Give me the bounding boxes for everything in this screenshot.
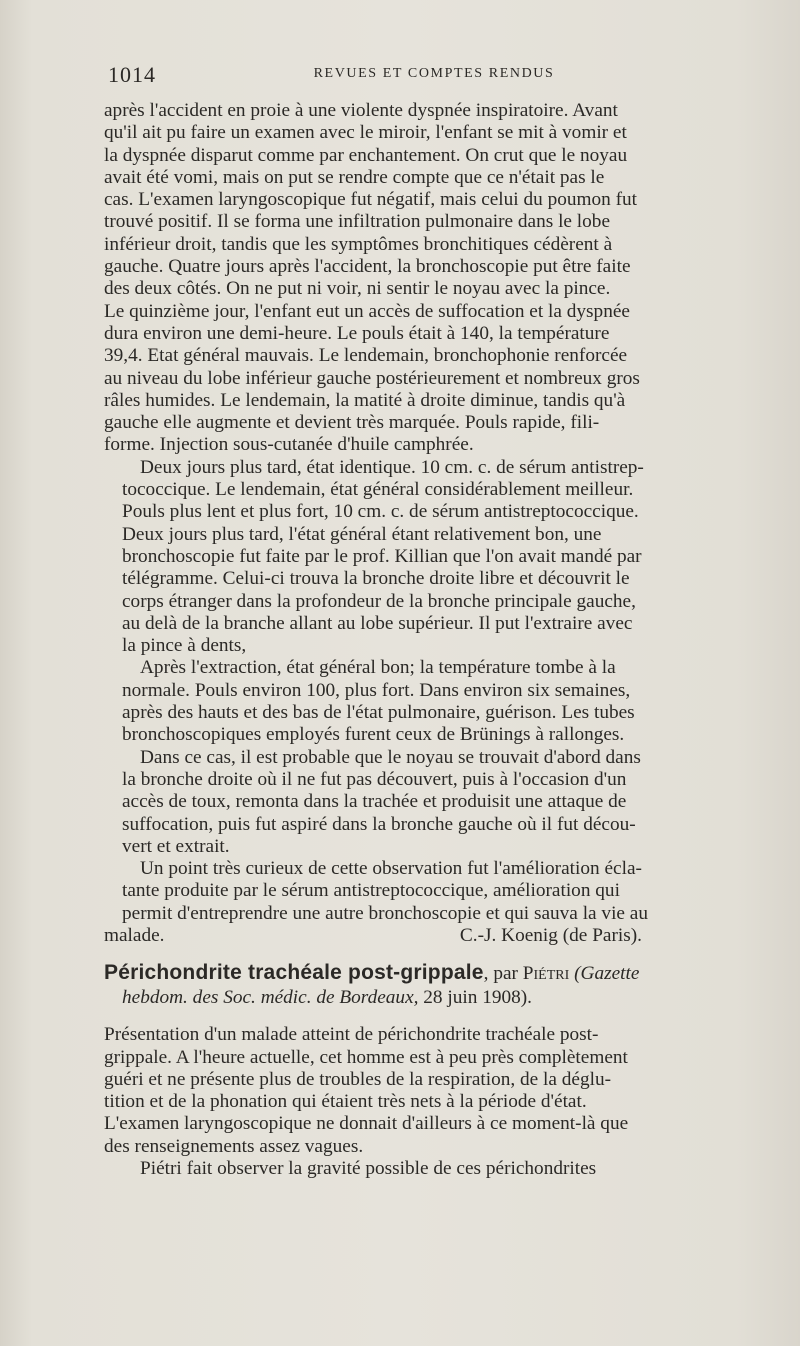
- text-line: tante produite par le sérum antistreptococcique, amélioration qui: [122, 880, 620, 902]
- running-head: REVUES ET COMPTES RENDUS: [313, 66, 555, 81]
- text-line: corps étranger dans la profondeur de la bronche principale gauche,: [122, 590, 636, 612]
- text-line: gauche. Quatre jours après l'accident, la bronchoscopie put être faite: [104, 256, 631, 278]
- text-line: râles humides. Le lendemain, la matité à droite diminue, tandis qu'à: [104, 389, 626, 411]
- page-body: [104, 100, 756, 1180]
- text-line: qu'il ait pu faire un examen avec le miroir, l'enfant se mit à vomir et: [104, 122, 627, 144]
- journal-name-cont: hebdom. des Soc. médic. de Bordeaux,: [122, 987, 419, 1009]
- text-line: avait été vomi, mais on put se rendre compte que ce n'était pas le: [104, 166, 605, 188]
- text-line: la pince à dents,: [122, 635, 247, 657]
- article-koenig: [104, 100, 756, 925]
- text-line: des deux côtés. On ne put ni voir, ni sentir le noyau avec la pince.: [104, 278, 611, 300]
- text-line: après des hauts et des bas de l'état pulmonaire, guérison. Les tubes: [122, 702, 635, 724]
- text-line: guéri et ne présente plus de troubles de la respiration, de la déglu-: [104, 1068, 612, 1090]
- signature-line: [104, 925, 756, 947]
- article-title: Périchondrite trachéale post-grippale: [104, 961, 484, 985]
- text-line: Deux jours plus tard, état identique. 10 cm. c. de sérum antistrep-: [140, 456, 644, 478]
- page-header: [108, 62, 760, 86]
- text-line: télégramme. Celui-ci trouva la bronche droite libre et découvrit le: [122, 568, 630, 590]
- text-line: tition et de la phonation qui étaient très nets à la période d'état.: [104, 1091, 587, 1113]
- text-line: Piétri fait observer la gravité possible de ces périchondrites: [140, 1158, 597, 1180]
- text-line: L'examen laryngoscopique ne donnait d'ailleurs à ce moment-là que: [104, 1113, 629, 1135]
- paragraph: [104, 1024, 756, 1158]
- article-author: Piétri: [522, 963, 570, 985]
- page-number: 1014: [108, 62, 156, 87]
- text-line: au niveau du lobe inférieur gauche postérieurement et nombreux gros: [104, 367, 640, 389]
- text-line: des renseignements assez vagues.: [104, 1135, 364, 1157]
- text-line: la bronche droite où il ne fut pas découvert, puis à l'occasion d'un: [122, 768, 627, 790]
- text-line: tococcique. Le lendemain, état général considérablement meilleur.: [122, 479, 634, 501]
- text-line: trouvé positif. Il se forma une infiltration pulmonaire dans le lobe: [104, 211, 611, 233]
- text-line: Dans ce cas, il est probable que le noyau se trouvait d'abord dans: [140, 746, 641, 768]
- text-line: bronchoscopie fut faite par le prof. Killian que l'on avait mandé par: [122, 545, 642, 567]
- text-line: Un point très curieux de cette observation fut l'amélioration écla-: [140, 858, 642, 880]
- text-line: accès de toux, remonta dans la trachée et produisit une attaque de: [122, 791, 627, 813]
- text-line: 39,4. Etat général mauvais. Le lendemain, bronchophonie renforcée: [104, 345, 628, 367]
- paragraph: [104, 657, 756, 746]
- paragraph: [104, 1158, 756, 1180]
- paragraph: [104, 858, 756, 925]
- paragraph: [104, 100, 756, 457]
- text-line: la dyspnée disparut comme par enchantement. On crut que le noyau: [104, 144, 628, 166]
- article-heading: [104, 961, 756, 1010]
- journal-name: (Gazette: [574, 963, 640, 985]
- text-line: Présentation d'un malade atteint de périchondrite trachéale post-: [104, 1024, 599, 1046]
- text-line: dura environ une demi-heure. Le pouls était à 140, la température: [104, 322, 610, 344]
- text-line: après l'accident en proie à une violente dyspnée inspiratoire. Avant: [104, 100, 618, 121]
- text-line: grippale. A l'heure actuelle, cet homme est à peu près complètement: [104, 1046, 628, 1068]
- text-line: Après l'extraction, état général bon; la température tombe à la: [140, 657, 616, 679]
- text-line: cas. L'examen laryngoscopique fut négatif, mais celui du poumon fut: [104, 189, 638, 211]
- text-line: vert et extrait.: [122, 835, 230, 857]
- paragraph: [104, 747, 756, 858]
- text-line: suffocation, puis fut aspiré dans la bronche gauche où il fut décou-: [122, 813, 636, 835]
- text-line: permit d'entreprendre une autre bronchoscopie et qui sauva la vie au: [122, 902, 648, 924]
- author-signature: [460, 925, 756, 947]
- text-line: normale. Pouls environ 100, plus fort. Dans environ six semaines,: [122, 679, 631, 701]
- article-pietri: [104, 1024, 756, 1180]
- closing-word: malade.: [104, 924, 165, 946]
- text-line: Deux jours plus tard, l'état général étant relativement bon, une: [122, 523, 602, 545]
- signature-text: C.-J. Koenig (de Paris).: [459, 924, 642, 946]
- article-date: 28 juin 1908).: [418, 987, 532, 1009]
- article-by: , par: [483, 963, 523, 985]
- text-line: Le quinzième jour, l'enfant eut un accès de suffocation et la dyspnée: [104, 300, 630, 322]
- text-line: gauche elle augmente et devient très marquée. Pouls rapide, fili-: [104, 412, 600, 434]
- text-line: Pouls plus lent et plus fort, 10 cm. c. de sérum antistreptococcique.: [122, 501, 639, 523]
- paragraph: [104, 457, 756, 658]
- text-line: inférieur droit, tandis que les symptômes bronchitiques cédèrent à: [104, 233, 613, 255]
- text-line: au delà de la branche allant au lobe supérieur. Il put l'extraire avec: [122, 612, 633, 634]
- text-line: forme. Injection sous-cutanée d'huile camphrée.: [104, 434, 474, 456]
- text-line: bronchoscopiques employés furent ceux de Brünings à rallonges.: [122, 724, 625, 746]
